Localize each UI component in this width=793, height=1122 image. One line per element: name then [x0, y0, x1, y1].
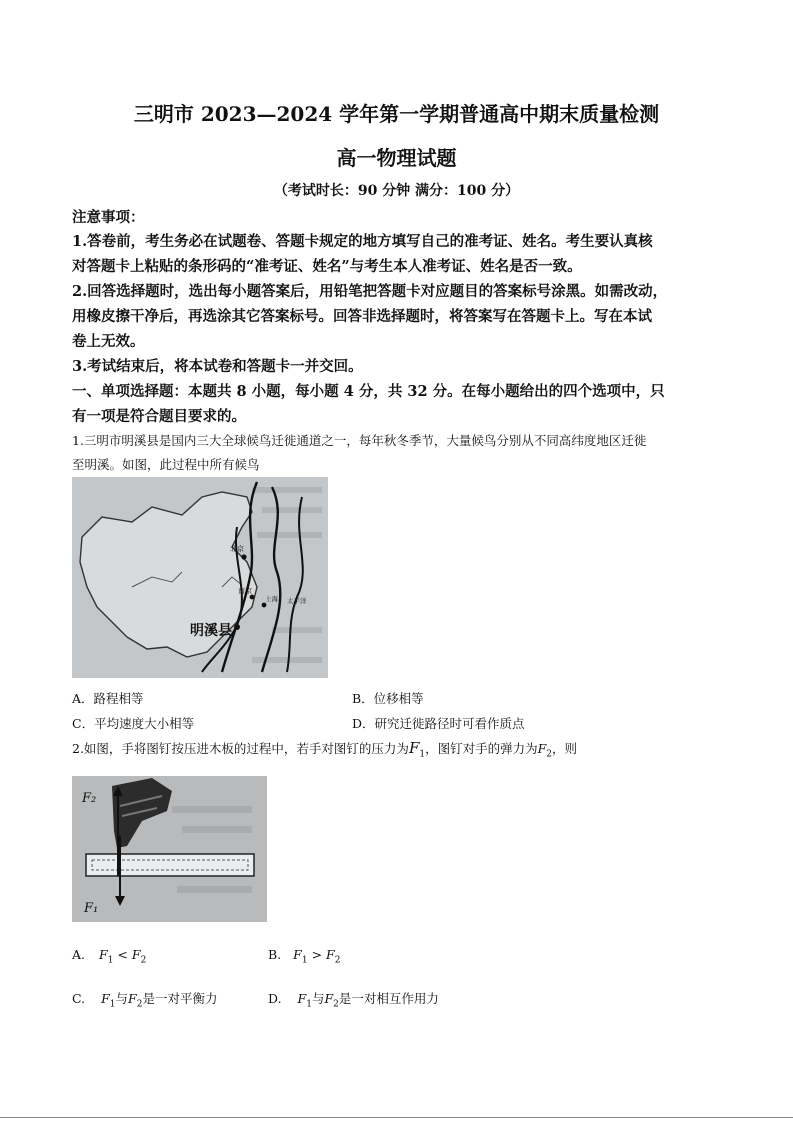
map-label-shanghai: 上海 [265, 595, 278, 603]
option-letter: A. [72, 947, 86, 962]
conjunction: 与 [311, 991, 325, 1006]
subscript: 1 [301, 955, 308, 966]
question-1-option-d: D．研究迁徙路径时可看作质点 [352, 716, 525, 731]
option-text: 是一对相互作用力 [338, 991, 439, 1006]
relation-symbol: > [311, 947, 323, 962]
thumbtack-figure [72, 776, 267, 922]
subscript: 2 [334, 955, 341, 966]
section-heading: 有一项是符合题目要求的。 [72, 408, 246, 425]
notice-line: 1.答卷前，考生务必在试题卷、答题卡规定的地方填写自己的准考证、姓名。考生要认真核 [72, 233, 653, 250]
force-symbol: F [297, 991, 307, 1006]
question-2-option-c [72, 989, 217, 1010]
option-letter: D. [268, 991, 282, 1006]
force-symbol: F [293, 947, 302, 962]
exam-subtitle: 高一物理试题 [336, 146, 457, 170]
notice-line: 卷上无效。 [72, 333, 145, 350]
option-text: 是一对平衡力 [142, 991, 218, 1006]
question-1-stem: 至明溪。如图，此过程中所有候鸟 [72, 457, 260, 472]
subscript: 1 [109, 999, 116, 1010]
conjunction: 与 [115, 991, 129, 1006]
exam-info: （考试时长：90 分钟 满分：100 分） [273, 183, 520, 199]
subscript: 1 [306, 999, 312, 1010]
question-1-option-c: C．平均速度大小相等 [72, 716, 195, 731]
exam-title: 三明市 2023—2024 学年第一学期普通高中期末质量检测 [133, 102, 660, 126]
notice-line: 2.回答选择题时，选出每小题答案后，用铅笔把答题卡对应题目的答案标号涂黑。如需改动， [72, 283, 668, 300]
force-symbol: F [537, 741, 547, 756]
subscript: 2 [333, 999, 339, 1010]
figure-label-f2: F₂ [82, 791, 97, 806]
stem-part: ，则 [552, 741, 578, 756]
force-symbol: F [101, 991, 110, 1006]
option-letter: C. [72, 991, 86, 1006]
figure-label-f1: F₁ [84, 901, 99, 916]
question-1-option-a: A．路程相等 [72, 691, 144, 706]
force-symbol: F [408, 739, 420, 757]
map-illustration [72, 477, 328, 678]
question-2-option-d [268, 989, 439, 1010]
force-symbol: F [99, 947, 108, 962]
question-2-stem [72, 739, 577, 760]
stem-part: ，图钉对手的弹力为 [425, 741, 538, 756]
thumbtack-illustration [72, 776, 267, 922]
notice-heading: 注意事项： [72, 209, 145, 226]
page-bottom-rule [0, 1117, 793, 1118]
force-symbol: F [128, 991, 137, 1006]
force-symbol: F [326, 947, 335, 962]
subscript: 2 [140, 955, 147, 966]
map-label-nanjing: 南京 [238, 587, 252, 595]
question-2-option-a [72, 947, 146, 966]
option-letter: B. [268, 947, 282, 962]
force-symbol: F [131, 947, 141, 962]
subscript: 1 [419, 749, 426, 760]
map-label-county: 明溪县 [190, 623, 232, 639]
question-2-option-b [268, 947, 340, 966]
relation-symbol: < [117, 947, 128, 962]
bird-migration-map [72, 477, 328, 678]
force-symbol: F [324, 991, 334, 1006]
section-heading: 一、单项选择题：本题共 8 小题，每小题 4 分，共 32 分。在每小题给出的四个选项中，只 [72, 383, 665, 400]
notice-line: 对答题卡上粘贴的条形码的“准考证、姓名”与考生本人准考证、姓名是否一致。 [72, 258, 582, 275]
notice-line: 3.考试结束后，将本试卷和答题卡一并交回。 [72, 358, 363, 375]
notice-line: 用橡皮擦干净后，再选涂其它答案标号。回答非选择题时，将答案写在答题卡上。写在本试 [72, 308, 652, 325]
map-label-beijing: 北京 [230, 545, 244, 553]
question-1-option-b: B．位移相等 [352, 691, 424, 706]
stem-part: 2.如图，手将图钉按压进木板的过程中，若手对图钉的压力为 [72, 741, 409, 756]
subscript: 2 [546, 749, 553, 760]
map-label-pacific: 太平洋 [287, 597, 307, 605]
question-1-stem: 1.三明市明溪县是国内三大全球候鸟迁徙通道之一，每年秋冬季节，大量候鸟分别从不同高纬度地区迁徙 [72, 433, 647, 448]
subscript: 1 [107, 955, 114, 966]
subscript: 2 [136, 999, 143, 1010]
